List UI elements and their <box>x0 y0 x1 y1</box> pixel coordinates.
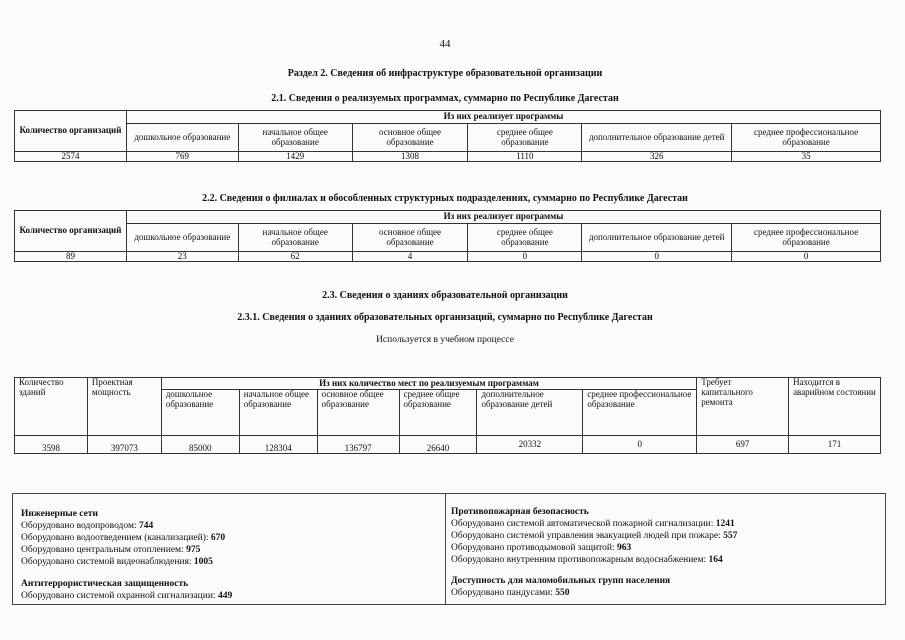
column-header: среднее общее образование <box>468 224 582 252</box>
item-value: 963 <box>617 543 632 553</box>
infrastructure-summary <box>12 493 886 605</box>
list-item <box>451 587 881 599</box>
table-cell: 136797 <box>317 436 399 454</box>
column-header: среднее профессиональное образование <box>732 124 881 152</box>
table-cell: 1429 <box>238 152 352 162</box>
item-value: 1005 <box>193 557 213 567</box>
item-value: 557 <box>723 531 738 541</box>
table-row <box>15 252 881 262</box>
subsection-2-2-title: 2.2. Сведения о филиалах и обособленных структурных подразделениях, суммарно по Республике Дагестан <box>202 193 688 204</box>
section-title: Раздел 2. Сведения об инфраструктуре образовательной организации <box>287 68 603 79</box>
table-cell: 326 <box>582 152 732 162</box>
emergency-header: Находится в аварийном состоянии <box>789 378 881 436</box>
column-divider <box>445 494 446 604</box>
table-cell: 20332 <box>477 436 583 454</box>
table-cell: 769 <box>126 152 238 162</box>
column-header: начальное общее образование <box>239 390 317 436</box>
list-item <box>21 556 441 568</box>
table-row <box>15 436 881 454</box>
repair-header: Требует капитального ремонта <box>697 378 789 436</box>
table-cell: 23 <box>126 252 238 262</box>
item-value: 164 <box>708 555 723 565</box>
table-cell: 4 <box>352 252 468 262</box>
table-cell: 128304 <box>239 436 317 454</box>
column-header: дополнительное образование детей <box>477 390 583 436</box>
item-label: Оборудовано водопроводом: <box>21 521 139 531</box>
item-label: Оборудовано водоотведением (канализацией): <box>21 533 211 543</box>
subsection-2-1-title: 2.1. Сведения о реализуемых программах, суммарно по Республике Дагестан <box>271 93 619 104</box>
column-header: дополнительное образование детей <box>582 224 732 252</box>
table-cell: 171 <box>789 436 881 454</box>
column-header: среднее общее образование <box>399 390 477 436</box>
item-label: Оборудовано системой видеонаблюдения: <box>21 557 194 567</box>
infrastructure-right-column <box>451 506 881 599</box>
organizations-count-header: Количество организаций <box>15 111 127 152</box>
programs-table <box>14 110 881 162</box>
column-header: дошкольное образование <box>161 390 239 436</box>
item-value: 744 <box>138 521 154 531</box>
table-cell: 0 <box>583 436 697 454</box>
column-header: основное общее образование <box>352 124 468 152</box>
list-item <box>21 532 441 544</box>
antiterror-title: Антитеррористическая защищенность <box>21 579 189 589</box>
buildings-count-header: Количество зданий <box>15 378 88 436</box>
column-header: дошкольное образование <box>126 224 238 252</box>
column-header: среднее общее образование <box>468 124 582 152</box>
table-cell: 0 <box>468 252 582 262</box>
item-label: Оборудовано внутренним противопожарным водоснабжением: <box>451 555 709 565</box>
column-header: основное общее образование <box>317 390 399 436</box>
places-header: Из них количество мест по реализуемым программам <box>161 378 696 390</box>
list-item <box>451 542 881 554</box>
organizations-count-header: Количество организаций <box>15 211 127 252</box>
programs-header: Из них реализует программы <box>126 111 880 124</box>
table-cell: 0 <box>582 252 732 262</box>
programs-header: Из них реализует программы <box>126 211 880 224</box>
item-label: Оборудовано системой охранной сигнализации: <box>21 591 218 601</box>
table-cell: 2574 <box>15 152 127 162</box>
column-header: среднее профессиональное образование <box>583 390 697 436</box>
column-header: начальное общее образование <box>238 124 352 152</box>
table-cell: 85000 <box>161 436 239 454</box>
table-cell: 397073 <box>87 436 161 454</box>
accessibility-title: Доступность для маломобильных групп населения <box>451 576 671 586</box>
subsection-2-3-title: 2.3. Сведения о зданиях образовательной организации <box>322 290 568 301</box>
table-cell: 0 <box>732 252 881 262</box>
branches-table <box>14 210 881 262</box>
table-row <box>15 152 881 162</box>
page-number: 44 <box>439 38 451 50</box>
item-label: Оборудовано центральным отоплением: <box>21 545 187 555</box>
item-label: Оборудовано системой управления эвакуацией людей при пожаре: <box>451 531 724 541</box>
fire-safety-title: Противопожарная безопасность <box>451 507 589 517</box>
table-cell: 1110 <box>468 152 582 162</box>
column-header: дополнительное образование детей <box>582 124 732 152</box>
list-item <box>21 590 441 602</box>
list-item <box>451 518 881 530</box>
engineering-title: Инженерные сети <box>21 509 98 519</box>
table-cell: 697 <box>697 436 789 454</box>
item-value: 670 <box>210 533 226 543</box>
buildings-caption: Используется в учебном процессе <box>376 335 514 345</box>
list-item <box>21 520 441 532</box>
buildings-table <box>14 377 881 454</box>
table-cell: 26640 <box>399 436 477 454</box>
table-cell: 35 <box>732 152 881 162</box>
column-header: дошкольное образование <box>126 124 238 152</box>
column-header: начальное общее образование <box>238 224 352 252</box>
item-label: Оборудовано противодымовой защитой: <box>451 543 618 553</box>
item-value: 1241 <box>715 519 735 529</box>
infrastructure-left-column <box>21 508 441 602</box>
item-label: Оборудовано пандусами: <box>451 588 556 598</box>
capacity-header: Проектная мощность <box>87 378 161 436</box>
column-header: основное общее образование <box>352 224 468 252</box>
table-cell: 62 <box>238 252 352 262</box>
table-cell: 3598 <box>15 436 88 454</box>
table-cell: 1308 <box>352 152 468 162</box>
column-header: среднее профессиональное образование <box>732 224 881 252</box>
item-label: Оборудовано системой автоматической пожарной сигнализации: <box>451 519 716 529</box>
item-value: 975 <box>186 545 201 555</box>
list-item <box>21 544 441 556</box>
list-item <box>451 554 881 566</box>
subsection-2-3-1-title: 2.3.1. Сведения о зданиях образовательных организаций, суммарно по Республике Дагестан <box>237 312 653 323</box>
item-value: 449 <box>217 591 233 601</box>
list-item <box>451 530 881 542</box>
item-value: 550 <box>555 588 570 598</box>
table-cell: 89 <box>15 252 127 262</box>
